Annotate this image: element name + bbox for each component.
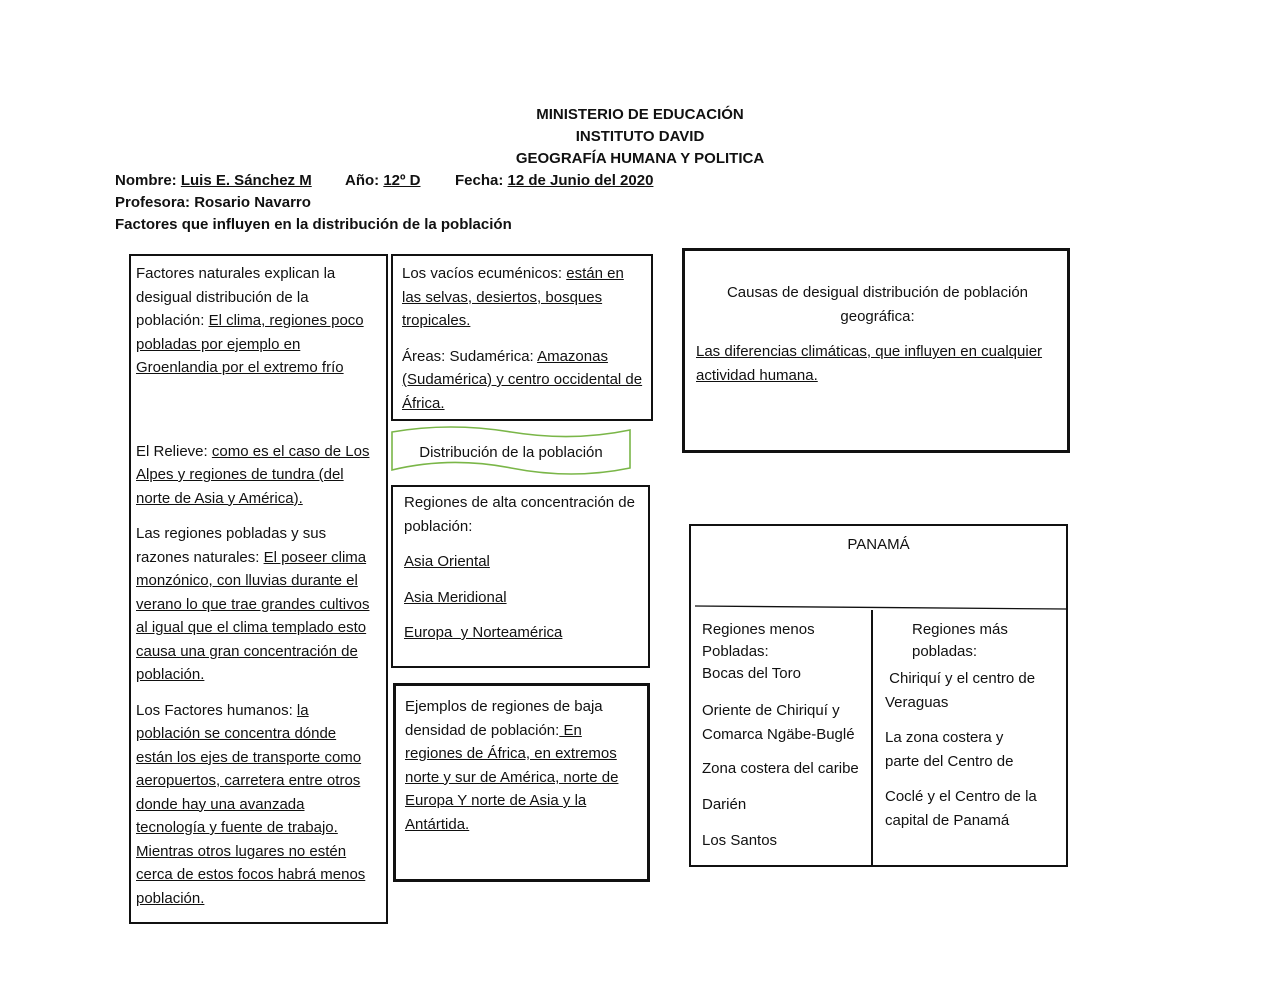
relieve-paragraph: El Relieve: como es el caso de Los Alpes y regiones de tundra (del norte de Asia y América). — [136, 442, 370, 507]
regiones-pobladas-paragraph: Las regiones pobladas y sus razones naturales: El poseer clima monzónico, con lluvias durante el verano lo que trae grandes cultivos al igual que el clima templado esto causa una gran concentración de población. — [136, 525, 370, 683]
fecha-value: 12 de Junio del 2020 — [507, 172, 654, 189]
header-instituto: INSTITUTO DAVID — [575, 128, 705, 145]
alta-heading: Regiones de alta concentración de población: — [404, 494, 635, 535]
nombre-value: Luis E. Sánchez M — [180, 172, 312, 189]
factores-naturales-paragraph: Factores naturales explican la desigual distribución de la población: El clima, regiones poco pobladas por ejemplo en Groenlandia por el extremo frío — [136, 265, 364, 376]
vacios-paragraph: Los vacíos ecuménicos: están en las selvas, desiertos, bosques tropicales. — [402, 265, 624, 329]
panama-box — [689, 524, 1068, 867]
panama-title: PANAMÁ — [847, 536, 910, 553]
meta-profesora: Profesora: Rosario Navarro — [115, 194, 311, 211]
banner-title: Distribución de la población — [419, 444, 603, 461]
menos-heading: Regiones menos Pobladas: — [702, 621, 815, 660]
header-ministerio: MINISTERIO DE EDUCACIÓN — [536, 106, 744, 123]
causas-heading: Causas de desigual distribución de población geográfica: — [726, 284, 1029, 325]
factores-box — [129, 254, 388, 924]
meta-fecha — [455, 172, 653, 189]
alta-item-asia-meridional: Asia Meridional — [404, 588, 507, 606]
causas-box — [682, 248, 1070, 453]
alta-item-europa: Europa y Norteamérica — [404, 624, 563, 641]
anio-value: 12º D — [383, 172, 421, 189]
panama-mas-column — [885, 619, 1055, 832]
mas-item-cocle: Coclé y el Centro de la capital de Panamá — [885, 788, 1037, 829]
factores-humanos-paragraph: Los Factores humanos: la población se concentra dónde están los ejes de transporte como aeropuertos, carretera entre otros donde hay una avanzada tecnología y fuente de trabajo. Mientras otros lugares no estén cerca de estos focos habrá menos población. — [136, 701, 366, 907]
mas-item-chiriqui: Chiriquí y el centro de Veraguas — [885, 670, 1040, 711]
causas-text: Las diferencias climáticas, que influyen en cualquier actividad humana. — [696, 343, 1043, 384]
menos-item-caribe: Zona costera del caribe — [702, 760, 859, 777]
panama-divider-horizontal — [691, 604, 1066, 610]
baja-paragraph: Ejemplos de regiones de baja densidad de población: En regiones de África, en extremos norte y sur de América, norte de Europa Y norte de Asia y la Antártida. — [405, 698, 619, 833]
fecha-label: Fecha: — [455, 172, 504, 189]
menos-item-chiriqui: Oriente de Chiriquí y Comarca Ngäbe-Buglé — [702, 702, 855, 743]
meta-tema: Factores que influyen en la distribución de la población — [115, 216, 512, 233]
vacios-box — [391, 254, 653, 421]
anio-label: Año: — [345, 172, 380, 189]
alta-item-asia-oriental: Asia Oriental — [404, 553, 490, 570]
areas-paragraph: Áreas: Sudamérica: Amazonas (Sudamérica) y centro occidental de África. — [402, 347, 643, 412]
baja-densidad-box — [393, 683, 650, 882]
nombre-label: Nombre: — [115, 172, 177, 189]
mas-item-costera: La zona costera y parte del Centro de — [885, 729, 1014, 770]
meta-nombre — [115, 172, 312, 189]
alta-concentracion-box — [391, 485, 650, 668]
header-asignatura: GEOGRAFÍA HUMANA Y POLITICA — [515, 150, 765, 167]
meta-anio — [345, 172, 421, 189]
menos-item-darien: Darién — [702, 796, 747, 813]
panama-menos-column — [702, 619, 874, 852]
mas-heading: Regiones más pobladas: — [912, 621, 1008, 660]
menos-item-los-santos: Los Santos — [702, 832, 778, 849]
menos-item-bocas: Bocas del Toro — [702, 665, 801, 682]
